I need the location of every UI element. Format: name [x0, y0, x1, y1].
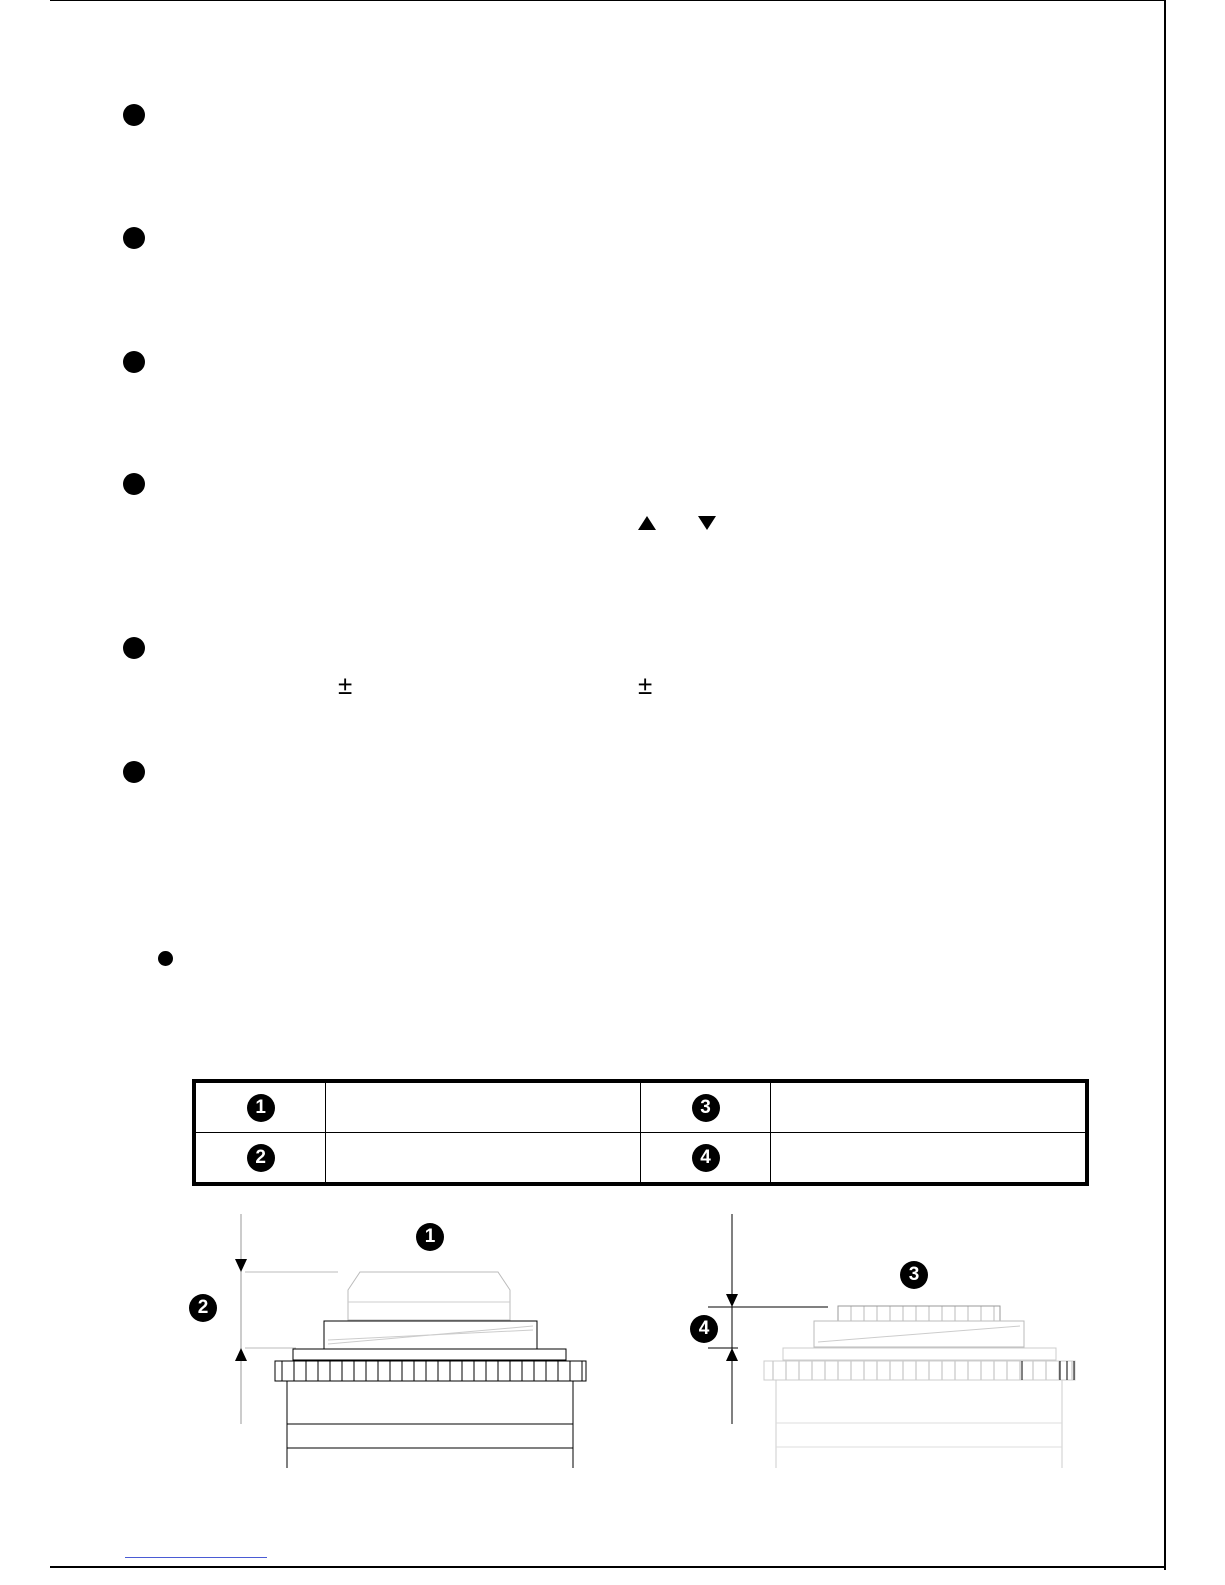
callout-number: 1: [247, 1094, 275, 1122]
callout-2-diagram: [189, 1294, 217, 1322]
arrow-down-icon: [726, 1294, 738, 1307]
callout-number: 2: [247, 1144, 275, 1172]
lens-cap-outline: [348, 1272, 510, 1320]
callout-4-diagram: [690, 1315, 718, 1343]
callout-number: 3: [692, 1094, 720, 1122]
arrow-up-icon: [726, 1348, 738, 1361]
left-lens-diagram: [235, 1214, 586, 1468]
callout-number: 3: [900, 1261, 928, 1289]
arrow-up-icon: [235, 1348, 247, 1361]
callout-3-diagram: [900, 1261, 928, 1289]
thread-line: [328, 1330, 533, 1340]
right-lens-diagram: [708, 1214, 1075, 1468]
thread-line: [818, 1326, 1020, 1342]
lens-knurled-ring: [764, 1361, 1075, 1380]
plus-minus-symbol: ±: [338, 670, 353, 700]
callout-number: 4: [692, 1144, 720, 1172]
lens-knurled-ring: [275, 1361, 586, 1381]
arrow-down-icon: [235, 1259, 247, 1272]
plus-minus-symbol: ±: [638, 670, 653, 700]
lens-top-ring: [838, 1306, 1000, 1321]
lens-step-ring: [783, 1348, 1056, 1360]
callout-number: 1: [416, 1223, 444, 1251]
callout-1-diagram: [416, 1223, 444, 1251]
lens-step-ring: [293, 1349, 566, 1360]
callout-number: 2: [189, 1294, 217, 1322]
callout-number: 4: [690, 1315, 718, 1343]
